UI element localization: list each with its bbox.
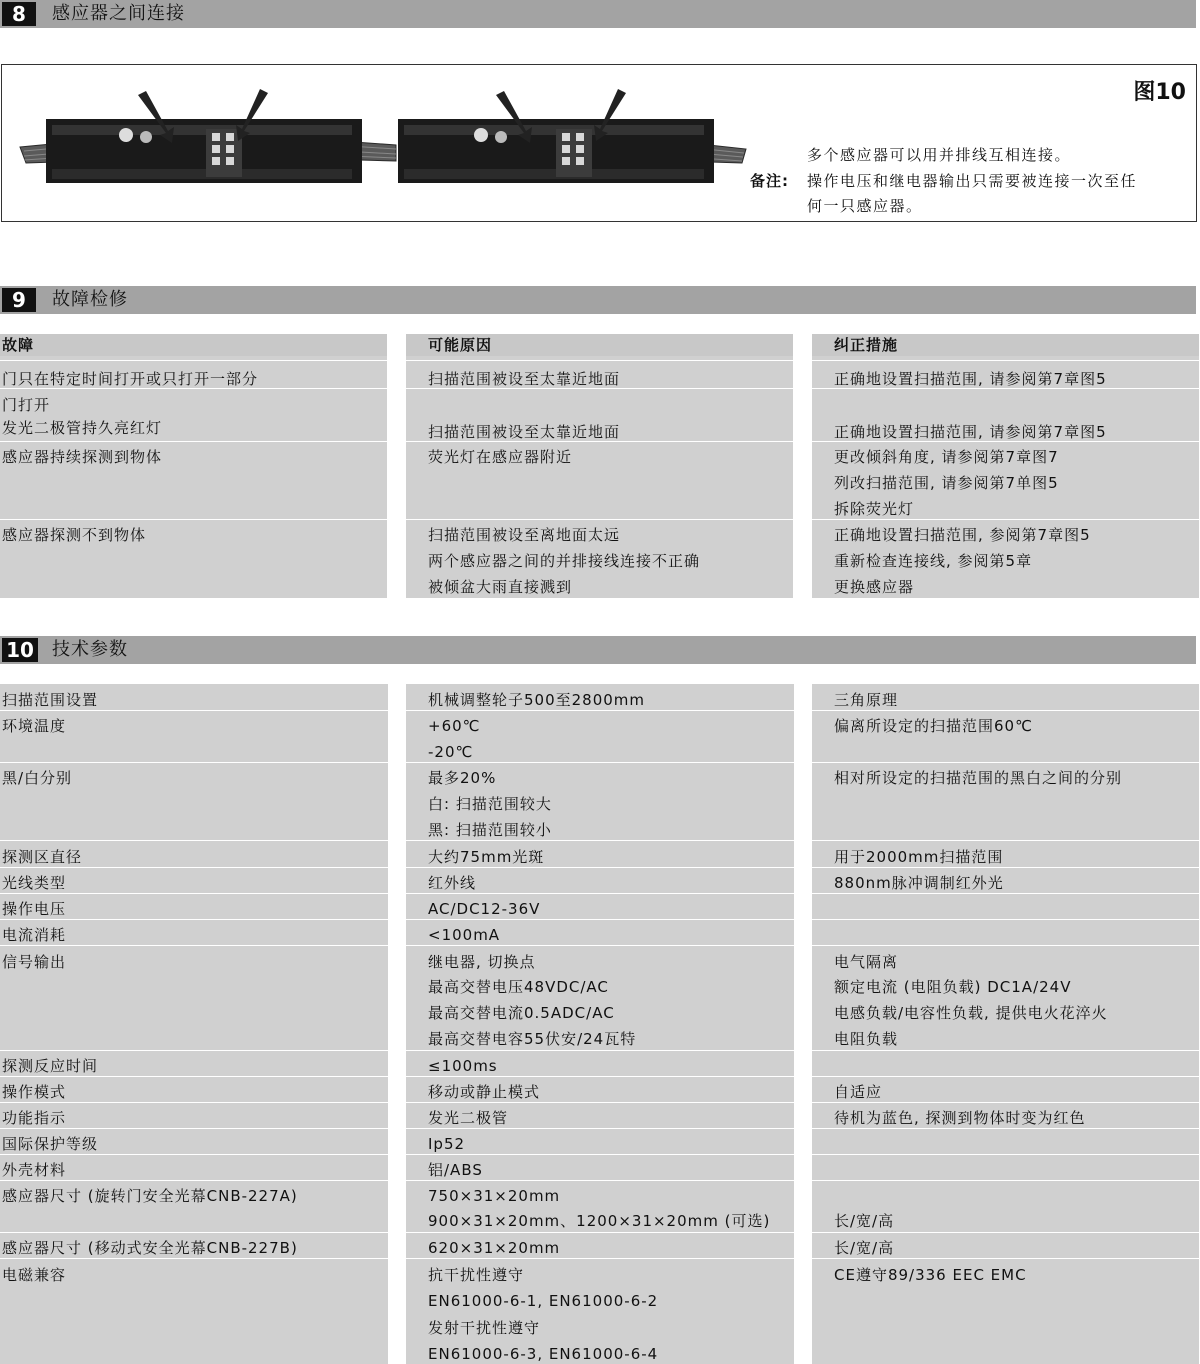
fix-cell: 正确地设置扫描范围, 请参阅第7章图5 [834, 370, 1107, 388]
row-divider [0, 1128, 1199, 1129]
fault-cell: 发光二极管持久亮红灯 [2, 419, 163, 437]
spec-note: 自适应 [834, 1083, 883, 1101]
fix-cell: 正确地设置扫描范围, 参阅第7章图5 [834, 526, 1091, 544]
spec-note: 长/宽/高 [834, 1212, 895, 1230]
spec-name: 探测区直径 [2, 848, 83, 866]
spec-value: 红外线 [428, 874, 477, 892]
column-header-fault: 故障 [0, 334, 387, 356]
note-line: 操作电压和继电器输出只需要被连接一次至任 [807, 172, 1138, 190]
spec-note: 额定电流 (电阻负载) DC1A/24V [834, 978, 1072, 996]
spec-value: AC/DC12-36V [428, 900, 541, 918]
spec-name: 感应器尺寸 (移动式安全光幕CNB-227B) [2, 1239, 298, 1257]
section-title: 故障检修 [52, 289, 128, 310]
fix-cell: 拆除荧光灯 [834, 500, 915, 518]
row-divider [0, 360, 1199, 361]
spec-value: EN61000-6-3, EN61000-6-4 [428, 1345, 659, 1363]
row-divider [0, 919, 1199, 920]
spec-name: 操作电压 [2, 900, 67, 918]
figure-label: 图10 [1133, 80, 1186, 105]
spec-note: 相对所设定的扫描范围的黑白之间的分别 [834, 769, 1123, 787]
fix-cell: 正确地设置扫描范围, 请参阅第7章图5 [834, 423, 1107, 441]
spec-name: 信号输出 [2, 953, 67, 971]
row-divider [0, 1102, 1199, 1103]
spec-value: +60℃ [428, 717, 481, 735]
spec-name: 国际保护等级 [2, 1135, 99, 1153]
spec-note: 用于2000mm扫描范围 [834, 848, 1004, 866]
spec-value: 900×31×20mm、1200×31×20mm (可选) [428, 1212, 771, 1230]
section-number: 9 [2, 288, 36, 312]
spec-note: 880nm脉冲调制红外光 [834, 874, 1004, 892]
spec-note: 待机为蓝色, 探测到物体时变为红色 [834, 1109, 1086, 1127]
row-divider [0, 1076, 1199, 1077]
spec-note: CE遵守89/336 EEC EMC [834, 1266, 1027, 1284]
spec-value: 白: 扫描范围较大 [428, 795, 552, 813]
spec-value: 发光二极管 [428, 1109, 509, 1127]
spec-value: 发射干扰性遵守 [428, 1319, 541, 1337]
figure-10-box [1, 64, 1197, 222]
spec-name: 电流消耗 [2, 926, 67, 944]
fault-cell: 门打开 [2, 396, 51, 414]
spec-value: 移动或静止模式 [428, 1083, 541, 1101]
section-8-header [0, 0, 1196, 28]
spec-name: 光线类型 [2, 874, 67, 892]
column-header-fix: 纠正措施 [812, 334, 1199, 356]
spec-value: Ip52 [428, 1135, 466, 1153]
fault-cell: 感应器持续探测到物体 [2, 448, 163, 466]
spec-note: 三角原理 [834, 691, 899, 709]
spec-note: 电气隔离 [834, 953, 899, 971]
section-number: 8 [2, 2, 36, 26]
spec-value: 黑: 扫描范围较小 [428, 821, 552, 839]
spec-value: 继电器, 切换点 [428, 953, 536, 971]
spec-name: 环境温度 [2, 717, 67, 735]
spec-value: 750×31×20mm [428, 1187, 561, 1205]
spec-value: 620×31×20mm [428, 1239, 561, 1257]
spec-name: 探测反应时间 [2, 1057, 99, 1075]
spec-note: 长/宽/高 [834, 1239, 895, 1257]
row-divider [0, 945, 1199, 946]
cause-cell: 扫描范围被设至太靠近地面 [428, 423, 621, 441]
row-divider [0, 840, 1199, 841]
spec-note: 偏离所设定的扫描范围60℃ [834, 717, 1033, 735]
section-title: 技术参数 [52, 639, 128, 660]
spec-name: 功能指示 [2, 1109, 67, 1127]
fix-cell: 更改倾斜角度, 请参阅第7章图7 [834, 448, 1059, 466]
spec-value: 铝/ABS [428, 1161, 483, 1179]
spec-name: 感应器尺寸 (旋转门安全光幕CNB-227A) [2, 1187, 298, 1205]
section-title: 感应器之间连接 [52, 3, 185, 24]
note-line: 何一只感应器。 [807, 197, 923, 215]
spec-value: 最高交替电流0.5ADC/AC [428, 1004, 615, 1022]
spec-name: 外壳材料 [2, 1161, 67, 1179]
spec-note: 电阻负载 [834, 1030, 899, 1048]
note-prefix: 备注: [750, 172, 789, 190]
row-divider [0, 1258, 1199, 1259]
row-divider [0, 519, 1199, 520]
fix-cell: 重新检查连接线, 参阅第5章 [834, 552, 1033, 570]
spec-name: 电磁兼容 [2, 1266, 67, 1284]
row-divider [0, 893, 1199, 894]
spec-value: -20℃ [428, 743, 474, 761]
spec-name: 黑/白分别 [2, 769, 73, 787]
row-divider [0, 1180, 1199, 1181]
spec-value: <100mA [428, 926, 501, 944]
row-divider [0, 1050, 1199, 1051]
row-divider [0, 762, 1199, 763]
spec-name: 操作模式 [2, 1083, 67, 1101]
row-divider [0, 867, 1199, 868]
row-divider [0, 1232, 1199, 1233]
section-9-header [0, 286, 1196, 314]
spec-value: ≤100ms [428, 1057, 498, 1075]
fix-cell: 更换感应器 [834, 578, 915, 596]
spec-value: 最高交替电压48VDC/AC [428, 978, 609, 996]
cause-cell: 荧光灯在感应器附近 [428, 448, 573, 466]
cause-cell: 被倾盆大雨直接溅到 [428, 578, 573, 596]
spec-value: 大约75mm光斑 [428, 848, 545, 866]
spec-note: 电感负载/电容性负载, 提供电火花淬火 [834, 1004, 1108, 1022]
cause-cell: 两个感应器之间的并排接线连接不正确 [428, 552, 701, 570]
spec-name: 扫描范围设置 [2, 691, 99, 709]
fix-cell: 列改扫描范围, 请参阅第7单图5 [834, 474, 1059, 492]
spec-value: 最多20% [428, 769, 497, 787]
spec-value: 最高交替电容55伏安/24瓦特 [428, 1030, 637, 1048]
section-number: 10 [2, 638, 38, 662]
fault-cell: 门只在特定时间打开或只打开一部分 [2, 370, 259, 388]
cause-cell: 扫描范围被设至离地面太远 [428, 526, 621, 544]
column-header-cause: 可能原因 [406, 334, 793, 356]
fault-cell: 感应器探测不到物体 [2, 526, 147, 544]
spec-value: EN61000-6-1, EN61000-6-2 [428, 1292, 659, 1310]
row-divider [0, 1154, 1199, 1155]
note-line: 多个感应器可以用并排线互相连接。 [807, 146, 1072, 164]
section-10-header [0, 636, 1196, 664]
sensor-connection-illustration [16, 65, 756, 221]
spec-value: 抗干扰性遵守 [428, 1266, 525, 1284]
cause-cell: 扫描范围被设至太靠近地面 [428, 370, 621, 388]
spec-value: 机械调整轮子500至2800mm [428, 691, 646, 709]
row-divider [0, 710, 1199, 711]
